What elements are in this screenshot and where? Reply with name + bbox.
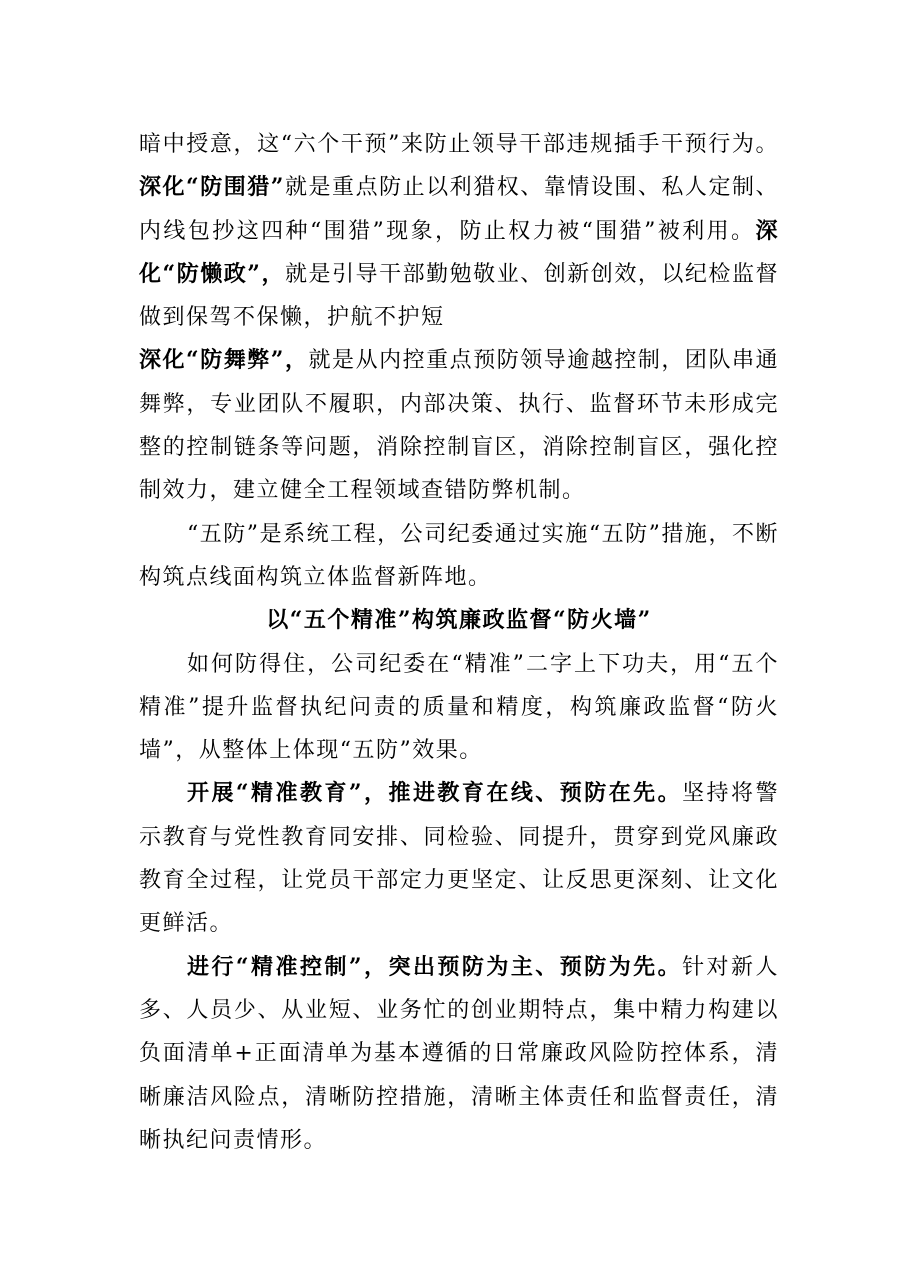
paragraph-text: 暗中授意，这“六个干预”来防止领导干部违规插手干预行为。 — [139, 132, 779, 157]
paragraph-six-interventions — [139, 123, 779, 513]
paragraph-text: 坚持将警示教育与党性教育同安排、同检验、同提升，贯穿到党风廉政教育全过程，让党员干部定力更坚定、让反思更深刻、让文化更鲜活。 — [139, 781, 779, 937]
paragraph-text: 如何防得住，公司纪委在“精准”二字上下功夫，用“五个精准”提升监督执纪问责的质量和精度，构筑廉政监督“防火墙”，从整体上体现“五防”效果。 — [139, 651, 779, 764]
bold-phrase: 深化“防围猎” — [139, 174, 285, 201]
paragraph-text: “五防”是系统工程，公司纪委通过实施“五防”措施，不断构筑点线面构筑立体监督新阵地。 — [139, 521, 779, 590]
paragraph-how-to-defend — [139, 643, 779, 773]
paragraph-precise-education — [139, 772, 779, 945]
paragraph-text: 就是引导干部勤勉敬业、创新创效，以纪检监督做到保驾不保懒，护航不护短 — [139, 261, 779, 331]
bold-phrase: 开展“精准教育”，推进教育在线、预防在先。 — [187, 780, 683, 807]
paragraph-text: 就是从内控重点预防领导逾越控制，团队串通舞弊，专业团队不履职，内部决策、执行、监督环节未形成完整的控制链条等问题，消除控制盲区，消除控制盲区，强化控制效力，建立健全工程领域查错防弊机制。 — [139, 348, 779, 504]
bold-phrase: 深化“防懒政”， — [139, 217, 779, 287]
paragraph-five-defenses — [139, 513, 779, 600]
paragraph-text: 就是重点防止以利猎权、靠情设围、私人定制、内线包抄这四种“围猎”现象，防止权力被“围猎”被利用。 — [139, 175, 779, 244]
section-heading: 以“五个精准”构筑廉政监督“防火墙” — [266, 607, 652, 634]
paragraph-precise-control — [139, 946, 779, 1162]
bold-phrase: 进行“精准控制”，突出预防为主、预防为先。 — [187, 953, 683, 980]
bold-phrase: 深化“防舞弊”， — [139, 347, 309, 374]
document-page — [139, 123, 779, 1162]
paragraph-text: 针对新人多、人员少、从业短、业务忙的创业期特点，集中精力构建以负面清单+正面清单为基本遵循的日常廉政风险防控体系，清晰廉洁风险点，清晰防控措施，清晰主体责任和监督责任，清晰执纪问责情形。 — [139, 954, 779, 1153]
